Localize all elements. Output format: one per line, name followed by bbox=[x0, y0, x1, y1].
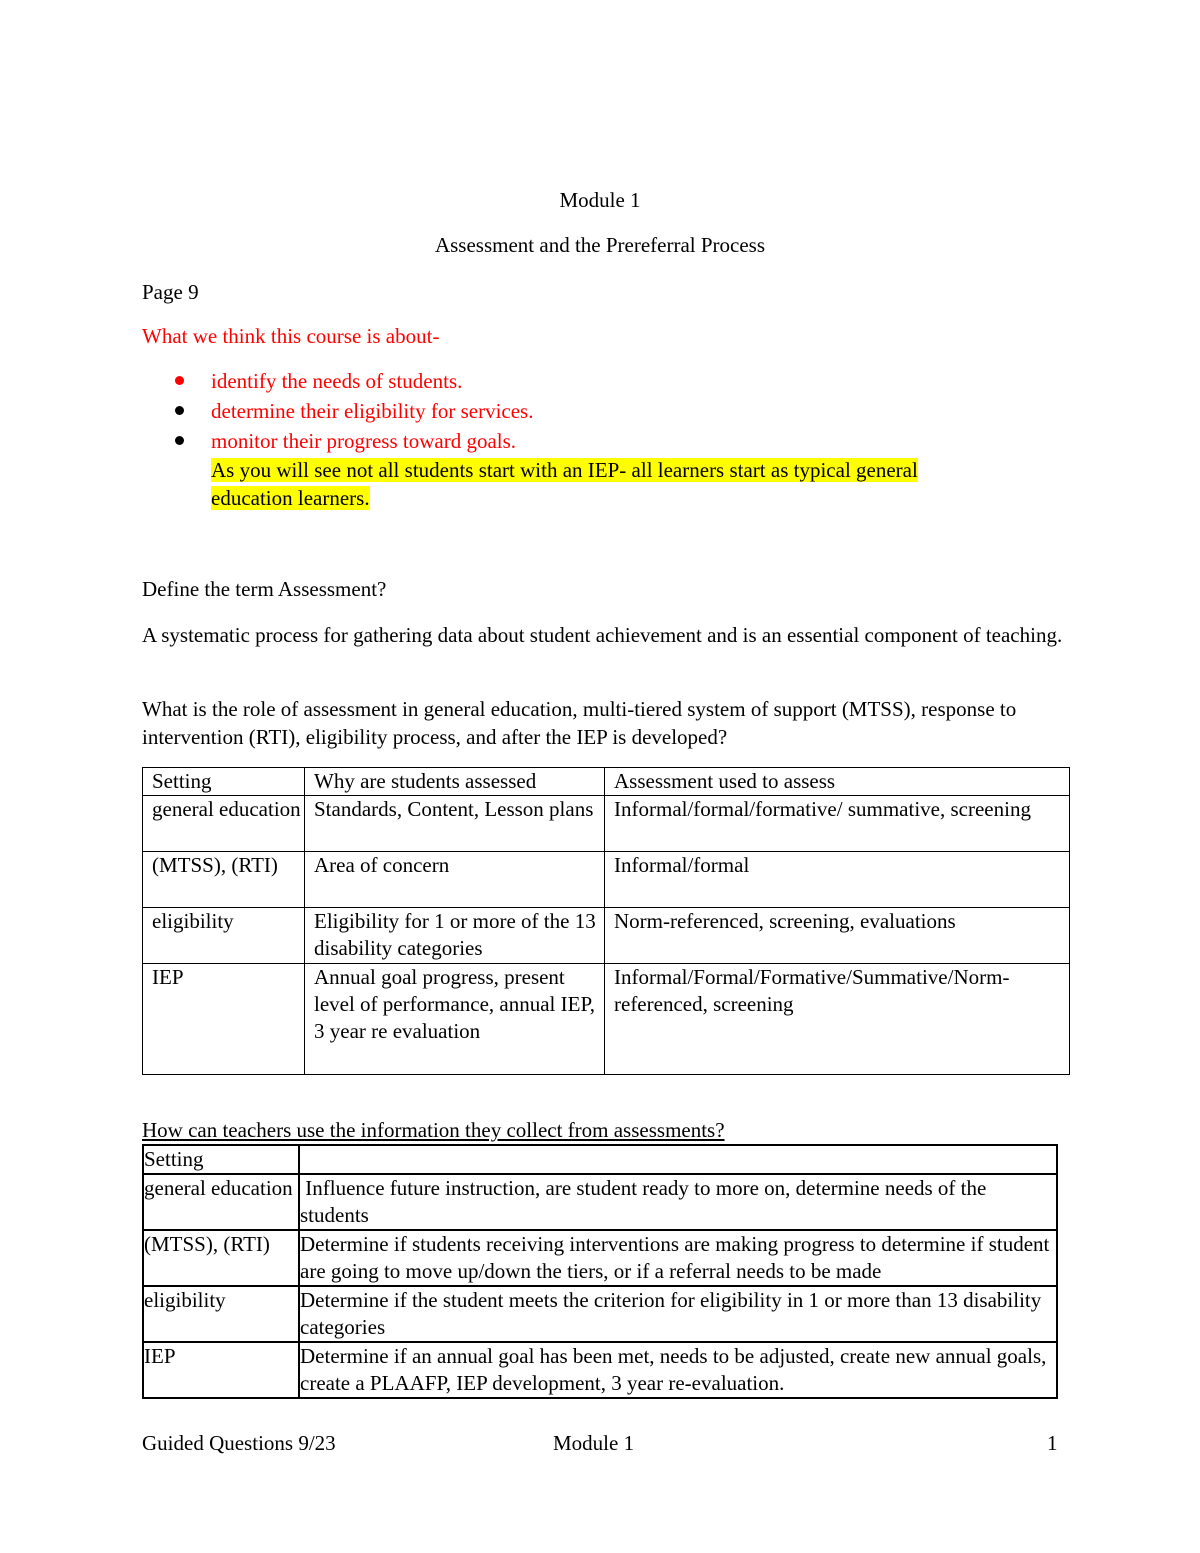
highlighted-note: As you will see not all students start with an IEP- all learners start as typical general education learners. bbox=[211, 458, 918, 510]
bullet-icon bbox=[175, 376, 184, 385]
table-cell: general education bbox=[143, 796, 305, 852]
table-row bbox=[143, 1342, 1057, 1398]
module-heading: Module 1 bbox=[559, 188, 641, 212]
table-header-cell: Setting bbox=[143, 768, 305, 796]
table-cell: Determine if an annual goal has been met, needs to be adjusted, create new annual goals, create a PLAAFP, IEP development, 3 year re-evaluation. bbox=[299, 1342, 1057, 1398]
table-cell: (MTSS), (RTI) bbox=[143, 1230, 299, 1286]
document-title: Assessment and the Prereferral Process bbox=[434, 233, 766, 257]
table-cell: Informal/Formal/Formative/Summative/Norm-referenced, screening bbox=[605, 964, 1070, 1075]
define-question: Define the term Assessment? bbox=[142, 577, 387, 601]
table-cell: eligibility bbox=[143, 1286, 299, 1342]
table-cell: IEP bbox=[143, 964, 305, 1075]
list-item: determine their eligibility for services. bbox=[175, 396, 1055, 426]
table-cell: IEP bbox=[143, 1342, 299, 1398]
define-answer: A systematic process for gathering data about student achievement and is an essential component of teaching. bbox=[142, 623, 1063, 647]
list-item: monitor their progress toward goals. bbox=[175, 426, 1055, 456]
footer-center: Module 1 bbox=[553, 1431, 635, 1455]
bullet-icon bbox=[175, 406, 184, 415]
table-row bbox=[143, 1286, 1057, 1342]
list-item: identify the needs of students. bbox=[175, 366, 1055, 396]
table-cell: general education bbox=[143, 1174, 299, 1230]
assessment-use-table bbox=[142, 1144, 1058, 1399]
table-cell: Determine if the student meets the criterion for eligibility in 1 or more than 13 disability categories bbox=[299, 1286, 1057, 1342]
use-question: How can teachers use the information they collect from assessments? bbox=[142, 1118, 725, 1142]
table-header-row bbox=[143, 1145, 1057, 1174]
table-header-cell bbox=[299, 1145, 1057, 1174]
table-row bbox=[143, 796, 1070, 852]
table-cell: Influence future instruction, are student ready to more on, determine needs of the students bbox=[299, 1174, 1057, 1230]
table-header-cell: Setting bbox=[143, 1145, 299, 1174]
course-about-heading: What we think this course is about- bbox=[142, 324, 440, 348]
table-row bbox=[143, 852, 1070, 908]
footer-page-number: 1 bbox=[1047, 1431, 1058, 1455]
assessment-role-table bbox=[142, 767, 1070, 1075]
course-goals-list bbox=[175, 366, 1055, 456]
table-row bbox=[143, 1230, 1057, 1286]
bullet-icon bbox=[175, 436, 184, 445]
table-cell: eligibility bbox=[143, 908, 305, 964]
table-cell: Determine if students receiving interventions are making progress to determine if student are going to move up/down the tiers, or if a referral needs to be made bbox=[299, 1230, 1057, 1286]
table-cell: Annual goal progress, present level of performance, annual IEP, 3 year re evaluation bbox=[305, 964, 605, 1075]
table-row bbox=[143, 964, 1070, 1075]
table-row bbox=[143, 908, 1070, 964]
footer-left: Guided Questions 9/23 bbox=[142, 1431, 336, 1455]
table-cell: Eligibility for 1 or more of the 13 disability categories bbox=[305, 908, 605, 964]
table-cell: (MTSS), (RTI) bbox=[143, 852, 305, 908]
table-cell: Informal/formal bbox=[605, 852, 1070, 908]
table-cell: Standards, Content, Lesson plans bbox=[305, 796, 605, 852]
table-cell: Norm-referenced, screening, evaluations bbox=[605, 908, 1070, 964]
table-header-cell: Why are students assessed bbox=[305, 768, 605, 796]
table-cell: Informal/formal/formative/ summative, screening bbox=[605, 796, 1070, 852]
table-cell: Area of concern bbox=[305, 852, 605, 908]
table-header-row bbox=[143, 768, 1070, 796]
table-row bbox=[143, 1174, 1057, 1230]
role-question: What is the role of assessment in general education, multi-tiered system of support (MTSS), response to intervention (RTI), eligibility process, and after the IEP is developed? bbox=[142, 697, 1017, 749]
table-header-cell: Assessment used to assess bbox=[605, 768, 1070, 796]
page-number-label: Page 9 bbox=[142, 280, 199, 304]
